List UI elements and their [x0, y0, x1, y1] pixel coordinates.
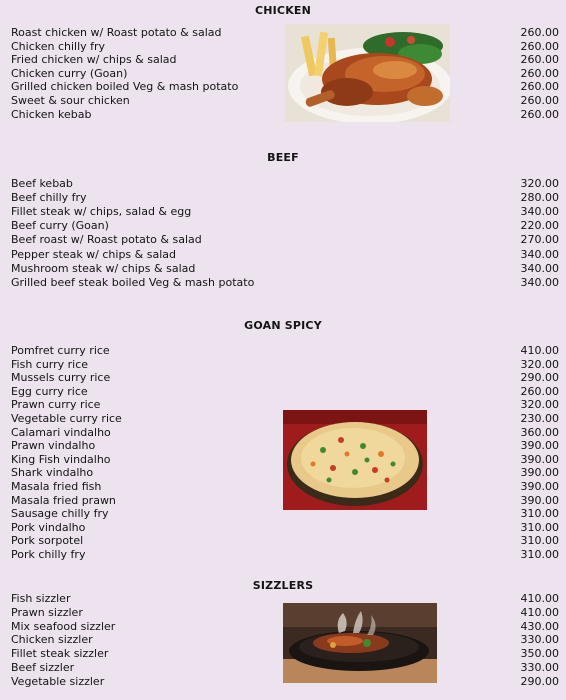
menu-item-name: Shark vindalho [11, 466, 94, 480]
menu-item-name: Grilled chicken boiled Veg & mash potato [11, 80, 239, 94]
menu-item-name: Chicken sizzler [11, 633, 93, 647]
menu-item-price: 390.00 [520, 493, 559, 507]
menu-item-name: Fish curry rice [11, 357, 89, 371]
menu-item-name: Fillet steak w/ chips, salad & egg [11, 205, 192, 219]
section-title-sizzlers: SIZZLERS [252, 579, 314, 592]
menu-item-name: Roast chicken w/ Roast potato & salad [11, 26, 222, 39]
menu-item-name: Mushroom steak w/ chips & salad [11, 261, 196, 275]
menu-item-name: Beef roast w/ Roast potato & salad [11, 233, 202, 247]
menu-item-price: 340.00 [520, 247, 559, 261]
menu-item-price: 270.00 [520, 233, 559, 247]
menu-item-price: 260.00 [520, 53, 559, 67]
vegetable-rice-photo [283, 410, 427, 510]
menu-item-price: 410.00 [520, 592, 559, 605]
menu-item-price: 260.00 [520, 384, 559, 398]
menu-item-name: Masala fried prawn [11, 493, 116, 507]
menu-item-price: 310.00 [520, 534, 559, 548]
roast-chicken-photo [285, 24, 450, 122]
menu-item-name: Fillet steak sizzler [11, 647, 109, 661]
menu-item-price: 260.00 [520, 80, 559, 94]
menu-item-price: 430.00 [520, 619, 559, 633]
menu-item-price: 220.00 [520, 219, 559, 233]
sizzler-platter-photo [283, 603, 437, 683]
menu-item-name: Fried chicken w/ chips & salad [11, 53, 177, 67]
menu-item-price: 410.00 [520, 344, 559, 357]
menu-item-price: 330.00 [520, 661, 559, 674]
section-title-goan-spicy: GOAN SPICY [244, 319, 322, 332]
menu-item-name: Beef sizzler [11, 661, 75, 674]
menu-item-price: 290.00 [520, 371, 559, 385]
menu-item-price: 260.00 [520, 26, 559, 39]
menu-item-name: Mix seafood sizzler [11, 619, 116, 633]
menu-item-price: 390.00 [520, 452, 559, 466]
menu-item-price: 390.00 [520, 480, 559, 493]
menu-item-name: Pepper steak w/ chips & salad [11, 247, 176, 261]
menu-item-price: 390.00 [520, 439, 559, 453]
menu-item-name: Vegetable curry rice [11, 412, 122, 425]
menu-item-name: King Fish vindalho [11, 452, 111, 466]
menu-item-price: 320.00 [520, 177, 559, 190]
menu-item-price: 340.00 [520, 261, 559, 275]
menu-item-price: 320.00 [520, 398, 559, 412]
menu-item-price: 230.00 [520, 412, 559, 425]
menu-item-price: 310.00 [520, 507, 559, 521]
menu-item-name: Pork sorpotel [11, 534, 84, 548]
menu-item-name: Sausage chilly fry [11, 507, 109, 521]
menu-item-price: 350.00 [520, 647, 559, 661]
menu-item-name: Beef curry (Goan) [11, 219, 109, 233]
menu-item-price: 280.00 [520, 191, 559, 205]
section-title-beef: BEEF [267, 151, 299, 164]
menu-item-name: Fish sizzler [11, 592, 71, 605]
menu-item-price: 340.00 [520, 205, 559, 219]
menu-item-name: Sweet & sour chicken [11, 94, 130, 107]
menu-item-name: Beef kebab [11, 177, 73, 190]
menu-item-name: Egg curry rice [11, 384, 88, 398]
menu-item-price: 310.00 [520, 548, 559, 561]
menu-item-price: 260.00 [520, 39, 559, 53]
menu-item-price: 330.00 [520, 633, 559, 647]
menu-item-price: 360.00 [520, 425, 559, 439]
menu-item-name: Beef chilly fry [11, 191, 87, 205]
menu-item-name: Calamari vindalho [11, 425, 111, 439]
menu-item-name: Pomfret curry rice [11, 344, 110, 357]
menu-item-price: 260.00 [520, 94, 559, 107]
menu-item-price: 260.00 [520, 66, 559, 80]
menu-item-name: Pork chilly fry [11, 548, 86, 561]
section-title-chicken: CHICKEN [254, 4, 312, 17]
menu-item-name: Vegetable sizzler [11, 674, 105, 688]
menu-item-price: 260.00 [520, 107, 559, 121]
menu-item-price: 390.00 [520, 466, 559, 480]
menu-item-name: Chicken curry (Goan) [11, 66, 128, 80]
menu-item-name: Grilled beef steak boiled Veg & mash potato [11, 275, 255, 289]
menu-item-price: 320.00 [520, 357, 559, 371]
menu-item-name: Chicken chilly fry [11, 39, 106, 53]
menu-item-name: Chicken kebab [11, 107, 92, 121]
menu-item-name: Masala fried fish [11, 480, 102, 493]
menu-item-name: Prawn curry rice [11, 398, 101, 412]
menu-item-price: 310.00 [520, 520, 559, 534]
menu-item-name: Pork vindalho [11, 520, 86, 534]
menu-item-name: Prawn sizzler [11, 605, 83, 619]
menu-item-price: 290.00 [520, 674, 559, 688]
menu-item-name: Mussels curry rice [11, 371, 111, 385]
menu-item-price: 340.00 [520, 275, 559, 289]
menu-item-price: 410.00 [520, 605, 559, 619]
menu-item-name: Prawn vindalho [11, 439, 96, 453]
